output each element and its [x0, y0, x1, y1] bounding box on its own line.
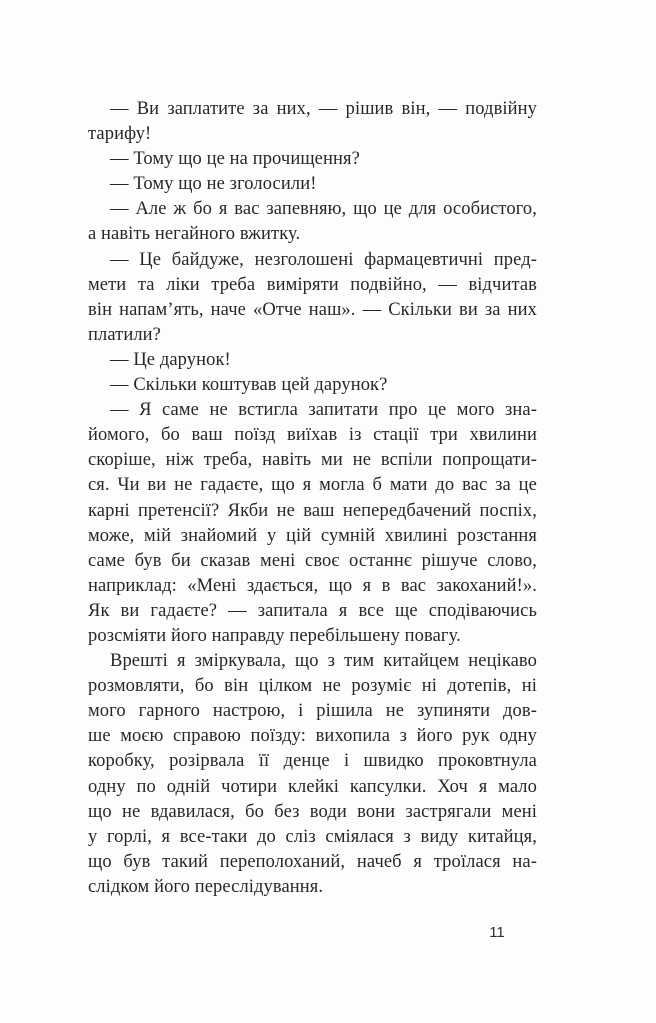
text-line: що не вдавилася, бо без води вони застрягали мені	[88, 801, 537, 822]
text-line: у горлі, я все-таки до сліз сміялася з виду китайця,	[88, 826, 537, 847]
text-line: платили?	[88, 324, 161, 345]
page-number: 11	[489, 924, 505, 941]
text-line: розсміяти його направду перебільшену повагу.	[88, 625, 461, 646]
text-line: — Я саме не встигла запитати про це мого зна-	[110, 400, 537, 421]
text-line: мети та ліки треба виміряти подвійно, — відчитав	[88, 274, 537, 295]
text-line: одну по одній чотири клейкі капсулки. Хоч я мало	[88, 776, 537, 797]
text-line: — Ви заплатите за них, — рішив він, — подвійну	[110, 99, 537, 119]
body-text	[88, 97, 537, 900]
text-line: може, мій знайомий у цій сумній хвилині розстання	[88, 525, 537, 546]
text-line: він напам’ять, наче «Отче наш». — Скільки ви за них	[88, 299, 537, 320]
text-line: — Тому що це на прочищення?	[110, 149, 360, 170]
text-line: наприклад: «Мені здається, що я в вас закоханий!».	[88, 575, 537, 596]
text-line: йомого, бо ваш поїзд виїхав із стації три хвилини	[88, 425, 537, 446]
text-line: — Скільки коштував цей дарунок?	[110, 375, 388, 396]
text-line: слідком його переслідування.	[88, 876, 324, 897]
text-line: ся. Чи ви не гадаєте, що я могла б мати до вас за це	[88, 475, 537, 496]
text-line: розмовляти, бо він цілком не розуміє ні дотепів, ні	[88, 676, 537, 697]
text-line: — Це байдуже, незголошені фармацевтичні пред-	[110, 249, 537, 270]
text-line: а навіть негайного вжитку.	[88, 224, 301, 245]
text-line: що був такий переполоханий, начеб я троїлася на-	[88, 851, 537, 872]
text-line: тарифу!	[88, 124, 152, 145]
text-line: Як ви гадаєте? — запитала я все ще сподіваючись	[88, 600, 537, 621]
text-line: мого гарного настрою, і рішила не зупиняти дов-	[88, 701, 537, 722]
text-line: — Це дарунок!	[110, 349, 231, 370]
text-line: карні претенсії? Якби не ваш непередбачений поспіх,	[88, 500, 537, 521]
text-line: — Але ж бо я вас запевняю, що це для особистого,	[110, 199, 537, 220]
text-line: коробку, розірвала її денце і швидко проковтнула	[88, 751, 537, 772]
text-line: ше моєю справою поїзду: вихопила з його рук одну	[88, 726, 537, 747]
text-line: — Тому що не зголосили!	[110, 174, 317, 195]
text-line: Врешті я зміркувала, що з тим китайцем нецікаво	[110, 651, 537, 672]
text-line: скоріше, ніж треба, навіть ми не вспіли попрощати-	[88, 450, 537, 471]
text-line: саме був би сказав мені своє останнє рішуче слово,	[88, 550, 537, 571]
